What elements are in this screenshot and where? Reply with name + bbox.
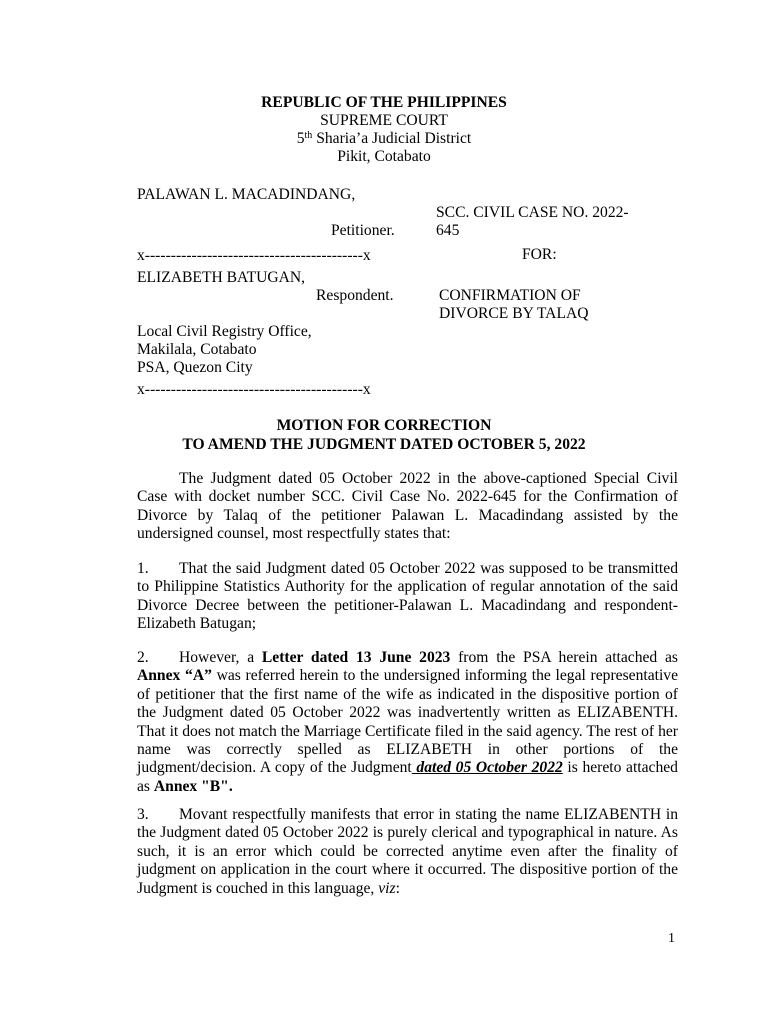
annex-b-reference: Annex "B". (153, 777, 233, 795)
office-psa: PSA, Quezon City (137, 359, 253, 376)
petitioner-label: Petitioner. (331, 222, 395, 239)
header-district: 5th Sharia’a Judicial District (296, 130, 472, 147)
paragraph-2: 2. However, a Letter dated 13 June 2023 from the PSA herein attached as Annex “A” was referred herein to the undersigned informing the legal representative of petitioner that the first name of the wife as indicated in the dispositive portion of the Judgment dated 05 October 2022 was inadvertently written as ELIZABENTH. That it does not match the Marriage Certificate filed in the said agency. The rest of her name was correctly spelled as ELIZABETH in other portions of the judgment/decision. A copy of the Judgment dated 05 October 2022 is hereto attached as Annex "B". (137, 649, 678, 795)
paragraph-3: 3. Movant respectfully manifests that error in stating the name ELIZABENTH in the Judgment dated 05 October 2022 is purely clerical and typographical in nature. As such, it is an error which could be corrected anytime even after the finality of judgment on application in the court where it occurred. The dispositive portion of the Judgment is couched in this language, viz: (137, 806, 678, 897)
for-label: FOR: (522, 246, 557, 263)
case-number-line1: SCC. CIVIL CASE NO. 2022- (436, 204, 629, 221)
annex-a-reference: Annex “A” (137, 667, 212, 685)
viz-term: viz (378, 879, 396, 897)
motion-title-line2: TO AMEND THE JUDGMENT DATED OCTOBER 5, 2022 (182, 436, 586, 453)
paragraph-3-number: 3. (137, 806, 149, 823)
header-location: Pikit, Cotabato (337, 148, 431, 165)
case-nature-line2: DIVORCE BY TALAQ (439, 305, 589, 322)
intro-paragraph: The Judgment dated 05 October 2022 in the above-captioned Special Civil Case with docket number SCC. Civil Case No. 2022-645 for the Confirmation of Divorce by Talaq of the petitioner Palawan L. Macadindang assisted by the undersigned counsel, most respectfully states that: (137, 470, 678, 543)
motion-title-line1: MOTION FOR CORRECTION (276, 417, 492, 434)
judgment-date-reference: dated 05 October 2022 (411, 759, 563, 777)
paragraph-1-number: 1. (137, 560, 149, 577)
case-number-line2: 645 (436, 222, 460, 239)
office-lcr: Local Civil Registry Office, (137, 323, 312, 340)
header-court: SUPREME COURT (320, 112, 448, 129)
case-nature-line1: CONFIRMATION OF (439, 287, 581, 304)
paragraph-1-text: That the said Judgment dated 05 October 2022 was supposed to be transmitted to Philippine Statistics Authority for the application of regular annotation of the said Divorce Decree between the petitioner-Palawan L. Macadindang and respondent- Elizabeth Batugan; (137, 560, 678, 633)
paragraph-2-number: 2. (137, 649, 149, 666)
paragraph-1 (137, 560, 678, 634)
petitioner-name: PALAWAN L. MACADINDANG, (137, 186, 356, 203)
caption-separator: x------------------------------------------x (137, 247, 371, 264)
respondent-name: ELIZABETH BATUGAN, (137, 269, 306, 286)
office-makilala: Makilala, Cotabato (137, 341, 257, 358)
page-number: 1 (668, 931, 675, 946)
respondent-label: Respondent. (316, 287, 394, 304)
caption-separator: x------------------------------------------x (137, 381, 371, 398)
header-republic: REPUBLIC OF THE PHILIPPINES (261, 94, 507, 111)
psa-letter-reference: Letter dated 13 June 2023 (261, 649, 451, 666)
